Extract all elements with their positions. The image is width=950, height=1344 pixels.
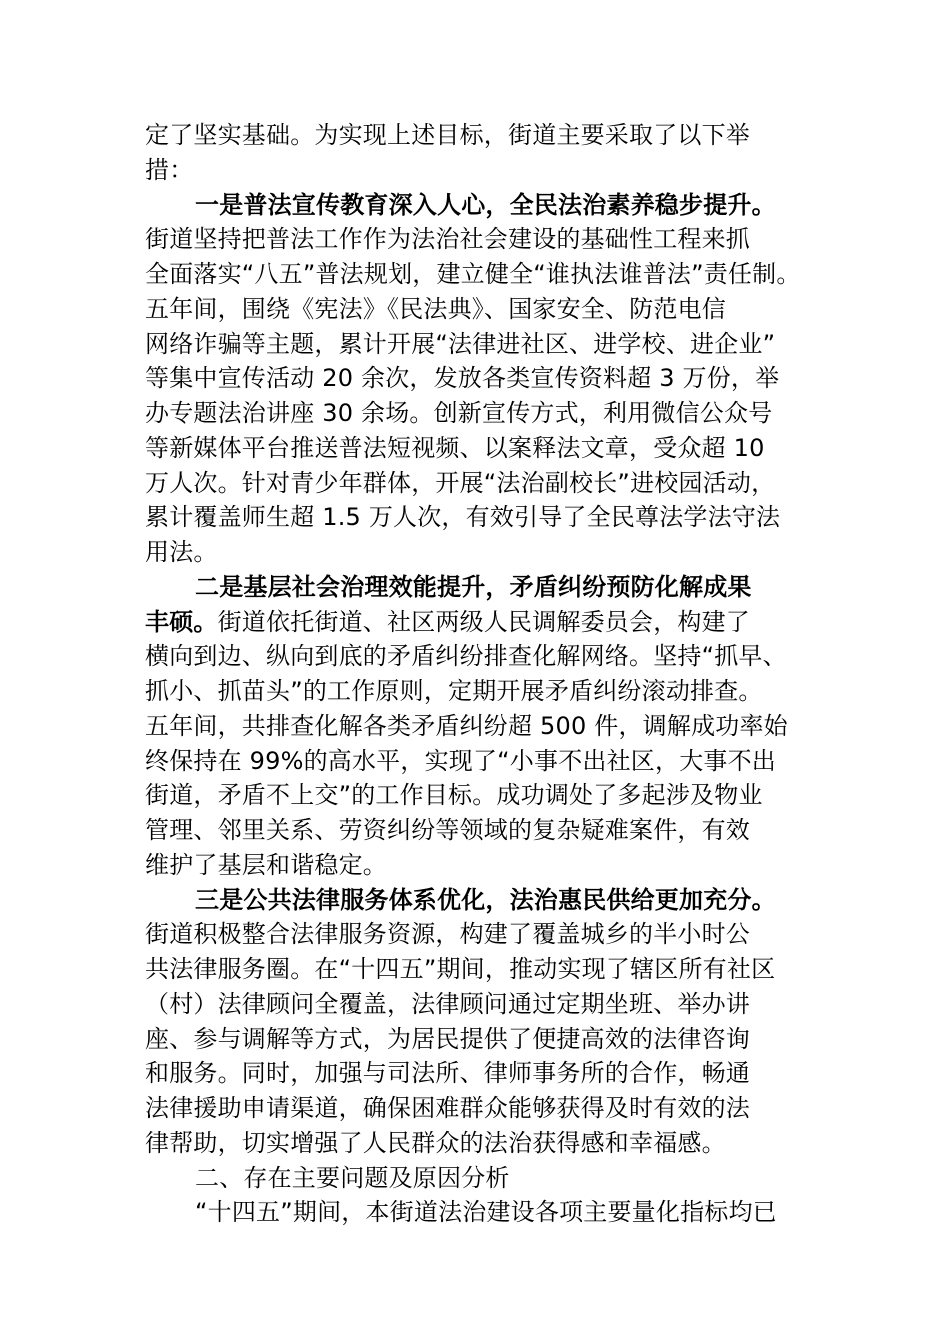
body-text: 用法。: [145, 538, 218, 566]
paragraph-line: [145, 778, 817, 813]
body-text: 网络诈骗等主题，累计开展“法律进社区、进学校、进企业”: [145, 329, 776, 358]
body-text: 和服务。同时，加强与司法所、律师事务所的合作，畅通: [145, 1059, 750, 1088]
paragraph-line: [145, 466, 817, 501]
paragraph-line: [145, 361, 817, 396]
section-heading-line: [145, 188, 817, 223]
paragraph-line: [145, 917, 817, 952]
paragraph-line: [145, 848, 817, 883]
bold-text: 丰硕。: [145, 607, 218, 636]
paragraph-line: [145, 396, 817, 431]
body-text: 等新媒体平台推送普法短视频、以案释法文章，受众超 10: [145, 433, 765, 462]
paragraph-line: [145, 1126, 817, 1161]
body-text: 万人次。针对青少年群体，开展“法治副校长”进校园活动，: [145, 468, 776, 497]
paragraph-line: [145, 987, 817, 1022]
body-text: 二、存在主要问题及原因分析: [195, 1163, 510, 1192]
body-text: 管理、邻里关系、劳资纠纷等领域的复杂疑难案件，有效: [145, 816, 750, 844]
body-text: 座、参与调解等方式，为居民提供了便捷高效的法律咨询: [145, 1024, 750, 1053]
body-text: 五年间，共排查化解各类矛盾纠纷超 500 件，调解成功率始: [145, 711, 788, 740]
paragraph-line: [145, 1161, 817, 1196]
bold-text: 一是普法宣传教育深入人心，全民法治素养稳步提升。: [195, 190, 776, 219]
body-text: 街道积极整合法律服务资源，构建了覆盖城乡的半小时公: [145, 920, 750, 949]
body-text: 律帮助，切实增强了人民群众的法治获得感和幸福感。: [145, 1128, 726, 1157]
paragraph-line: [145, 1195, 817, 1230]
body-text: 等集中宣传活动 20 余次，发放各类宣传资料超 3 万份，举: [145, 364, 780, 393]
paragraph-line: [145, 535, 817, 570]
paragraph-line: [145, 257, 817, 292]
paragraph-line: [145, 292, 817, 327]
body-text: 办专题法治讲座 30 余场。创新宣传方式，利用微信公众号: [145, 399, 773, 427]
paragraph-line: [145, 1022, 817, 1057]
body-text: 全面落实“八五”普法规划，建立健全“谁执法谁普法”责任制。: [145, 260, 801, 288]
body-text: 共法律服务圈。在“十四五”期间，推动实现了辖区所有社区: [145, 955, 776, 983]
paragraph-line: [145, 222, 817, 257]
paragraph-line: [145, 674, 817, 709]
body-text: 累计覆盖师生超 1.5 万人次，有效引导了全民尊法学法守法: [145, 503, 781, 532]
body-text: 抓小、抓苗头”的工作原则，定期开展矛盾纠纷滚动排查。: [145, 677, 763, 705]
paragraph-line: [145, 605, 817, 640]
body-text: 五年间，围绕《宪法》《民法典》、国家安全、防范电信: [145, 294, 726, 323]
bold-text: 三是公共法律服务体系优化，法治惠民供给更加充分。: [195, 885, 776, 914]
body-text: 街道依托街道、社区两级人民调解委员会，构建了: [217, 607, 751, 636]
paragraph-line: [145, 639, 817, 674]
paragraph-line: [145, 500, 817, 535]
paragraph-line: [145, 813, 817, 848]
section-heading-line: [145, 570, 817, 605]
paragraph-line: [145, 1056, 817, 1091]
body-text: 措：: [145, 155, 194, 184]
section-heading-line: [145, 883, 817, 918]
body-text: 街道，矛盾不上交”的工作目标。成功调处了多起涉及物业: [145, 781, 763, 810]
body-text: 法律援助申请渠道，确保困难群众能够获得及时有效的法: [145, 1094, 750, 1122]
paragraph-line: [145, 327, 817, 362]
document-body: [145, 118, 817, 1230]
bold-text: 二是基层社会治理效能提升，矛盾纠纷预防化解成果: [195, 572, 752, 601]
paragraph-line: [145, 118, 817, 153]
paragraph-line: [145, 153, 817, 188]
paragraph-line: [145, 952, 817, 987]
paragraph-line: [145, 709, 817, 744]
paragraph-line: [145, 1091, 817, 1126]
body-text: 维护了基层和谐稳定。: [145, 850, 387, 879]
body-text: 终保持在 99%的高水平，实现了“小事不出社区，大事不出: [145, 746, 777, 775]
body-text: 定了坚实基础。为实现上述目标，街道主要采取了以下举: [145, 121, 750, 149]
paragraph-line: [145, 744, 817, 779]
body-text: （村）法律顾问全覆盖，法律顾问通过定期坐班、举办讲: [145, 989, 750, 1018]
body-text: “十四五”期间，本街道法治建设各项主要量化指标均已: [195, 1198, 777, 1227]
paragraph-line: [145, 431, 817, 466]
body-text: 街道坚持把普法工作作为法治社会建设的基础性工程来抓: [145, 225, 750, 254]
body-text: 横向到边、纵向到底的矛盾纠纷排查化解网络。坚持“抓早、: [145, 642, 787, 671]
